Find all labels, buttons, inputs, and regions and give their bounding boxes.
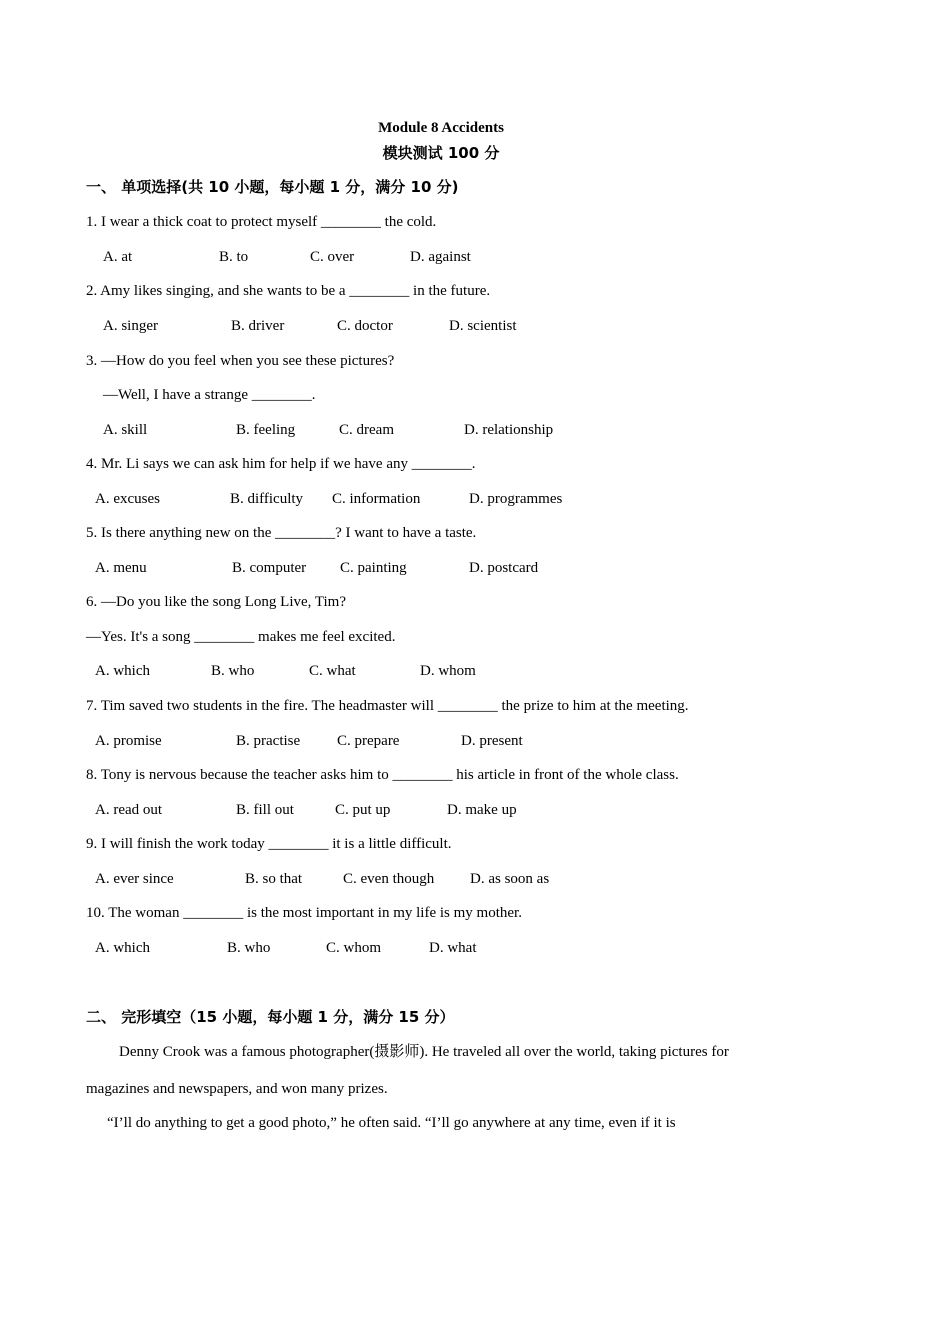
question-6-option-a: A. which bbox=[95, 663, 150, 679]
question-10-option-b: B. who bbox=[227, 940, 271, 956]
question-9-option-a: A. ever since bbox=[95, 871, 174, 887]
question-6-option-d: D. whom bbox=[420, 663, 476, 679]
question-2-option-a: A. singer bbox=[103, 318, 158, 334]
question-5-option-d: D. postcard bbox=[469, 560, 539, 576]
question-3-option-c: C. dream bbox=[339, 422, 394, 438]
question-5-option-a: A. menu bbox=[95, 560, 147, 576]
document-subtitle: 模块测试 100 分 bbox=[382, 144, 500, 162]
question-7-option-b: B. practise bbox=[236, 733, 301, 749]
question-7-option-a: A. promise bbox=[95, 733, 162, 749]
section-2-heading: 二、 完形填空（15 小题，每小题 1 分，满分 15 分） bbox=[86, 1008, 455, 1026]
question-4-option-a: A. excuses bbox=[95, 491, 160, 507]
question-4-option-b: B. difficulty bbox=[230, 491, 304, 507]
question-3-stem: 3. —How do you feel when you see these pictures? bbox=[86, 353, 395, 369]
question-1-option-b: B. to bbox=[219, 249, 249, 265]
question-10-option-d: D. what bbox=[429, 940, 477, 956]
question-8-option-a: A. read out bbox=[95, 802, 163, 818]
question-2-stem: 2. Amy likes singing, and she wants to be a ________ in the future. bbox=[86, 283, 491, 299]
question-3-stem-reply: —Well, I have a strange ________. bbox=[103, 387, 316, 403]
question-5-option-b: B. computer bbox=[232, 560, 307, 576]
question-7-option-c: C. prepare bbox=[337, 733, 400, 749]
question-9-stem: 9. I will finish the work today ________ it is a little difficult. bbox=[86, 836, 452, 852]
question-10-option-c: C. whom bbox=[326, 940, 382, 956]
passage-paragraph-1-line-2: magazines and newspapers, and won many prizes. bbox=[86, 1081, 388, 1097]
question-3-option-d: D. relationship bbox=[464, 422, 554, 438]
question-8-stem: 8. Tony is nervous because the teacher asks him to ________ his article in front of the whole class. bbox=[86, 767, 679, 783]
question-7-stem: 7. Tim saved two students in the fire. The headmaster will ________ the prize to him at the meeting. bbox=[86, 698, 689, 714]
question-4-option-c: C. information bbox=[332, 491, 421, 507]
question-4-stem: 4. Mr. Li says we can ask him for help if we have any ________. bbox=[86, 456, 476, 472]
question-9-option-b: B. so that bbox=[245, 871, 303, 887]
question-6-option-b: B. who bbox=[211, 663, 255, 679]
question-9-option-d: D. as soon as bbox=[470, 871, 550, 887]
passage-paragraph-1-line-1: Denny Crook was a famous photographer(摄影师). He traveled all over the world, taking pictures for bbox=[119, 1044, 729, 1060]
question-1-option-a: A. at bbox=[103, 249, 133, 265]
question-6-stem-reply: —Yes. It's a song ________ makes me feel excited. bbox=[86, 629, 396, 645]
document-title: Module 8 Accidents bbox=[378, 120, 504, 136]
section-1-heading: 一、 单项选择(共 10 小题，每小题 1 分，满分 10 分) bbox=[86, 178, 459, 196]
question-2-option-c: C. doctor bbox=[337, 318, 393, 334]
question-8-option-c: C. put up bbox=[335, 802, 391, 818]
question-3-option-a: A. skill bbox=[103, 422, 148, 438]
question-4-option-d: D. programmes bbox=[469, 491, 563, 507]
question-2-option-d: D. scientist bbox=[449, 318, 517, 334]
question-1-option-d: D. against bbox=[410, 249, 471, 265]
question-10-stem: 10. The woman ________ is the most important in my life is my mother. bbox=[86, 905, 522, 921]
passage-paragraph-2-line-1: “I’ll do anything to get a good photo,” he often said. “I’ll go anywhere at any time, even if it is bbox=[107, 1115, 676, 1131]
question-7-option-d: D. present bbox=[461, 733, 523, 749]
question-3-option-b: B. feeling bbox=[236, 422, 296, 438]
question-9-option-c: C. even though bbox=[343, 871, 435, 887]
question-6-stem: 6. —Do you like the song Long Live, Tim? bbox=[86, 594, 346, 610]
question-8-option-d: D. make up bbox=[447, 802, 517, 818]
question-1-stem: 1. I wear a thick coat to protect myself ________ the cold. bbox=[86, 214, 437, 230]
question-1-option-c: C. over bbox=[310, 249, 355, 265]
question-8-option-b: B. fill out bbox=[236, 802, 294, 818]
question-5-option-c: C. painting bbox=[340, 560, 407, 576]
question-10-option-a: A. which bbox=[95, 940, 150, 956]
question-6-option-c: C. what bbox=[309, 663, 356, 679]
question-2-option-b: B. driver bbox=[231, 318, 285, 334]
question-5-stem: 5. Is there anything new on the ________? I want to have a taste. bbox=[86, 525, 477, 541]
